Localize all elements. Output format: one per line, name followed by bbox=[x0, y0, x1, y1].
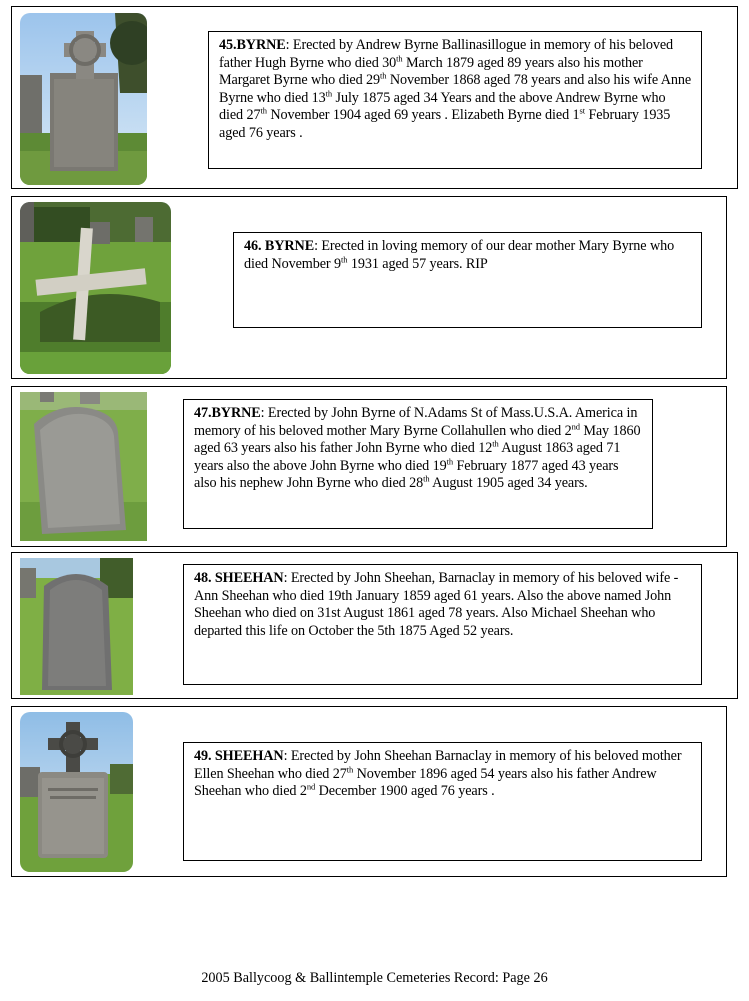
entry-45 bbox=[11, 6, 738, 189]
inscription-segment: : Erected by John Sheehan Barnaclay in memory of his beloved mother Ellen Sheehan who died 27 bbox=[194, 748, 682, 782]
photo-45 bbox=[20, 13, 147, 185]
photo-47 bbox=[20, 392, 147, 541]
inscription-segment: August 1905 aged 34 years. bbox=[429, 475, 588, 491]
inscription-segment: February 1935 aged 76 years . bbox=[219, 107, 671, 141]
inscription-47 bbox=[183, 399, 653, 529]
cross-topped-headstone-photo bbox=[20, 712, 133, 872]
entry-surname: BYRNE bbox=[236, 37, 286, 53]
inscription-segment: August 1863 aged 71 years also the above John Byrne who died 19 bbox=[194, 440, 621, 474]
ordinal-suffix: th bbox=[380, 70, 387, 81]
entry-surname: SHEEHAN bbox=[214, 570, 284, 586]
entry-surname: BYRNE bbox=[211, 405, 261, 421]
inscription-segment: : Erected in loving memory of our dear mother Mary Byrne who died November 9 bbox=[244, 238, 675, 272]
entry-49 bbox=[11, 706, 727, 877]
entry-number: 45. bbox=[219, 37, 237, 53]
ordinal-suffix: th bbox=[492, 438, 499, 449]
inscription-segment: November 1896 aged 54 years also his father Andrew Sheehan who died 2 bbox=[194, 765, 657, 799]
photo-49 bbox=[20, 712, 133, 872]
rounded-headstone-photo bbox=[20, 392, 147, 541]
inscription-48 bbox=[183, 564, 702, 685]
entry-47 bbox=[11, 386, 727, 547]
entry-surname: SHEEHAN bbox=[214, 748, 284, 764]
entry-number: 46. bbox=[244, 238, 262, 254]
ordinal-suffix: th bbox=[423, 473, 430, 484]
photo-48 bbox=[20, 558, 133, 695]
ordinal-suffix: st bbox=[579, 105, 586, 116]
inscription-segment: July 1875 aged 34 Years and the above Andrew Byrne who died 27 bbox=[219, 89, 666, 123]
inscription-segment: March 1879 aged 89 years also his mother Margaret Byrne who died 29 bbox=[219, 54, 643, 88]
inscription-segment: December 1900 aged 76 years . bbox=[315, 783, 495, 799]
entry-48 bbox=[11, 552, 738, 699]
inscription-segment: February 1877 aged 43 years also his nephew John Byrne who died 28 bbox=[194, 457, 619, 491]
inscription-segment: November 1904 aged 69 years . Elizabeth Byrne died 1 bbox=[266, 107, 580, 123]
inscription-segment: : Erected by John Byrne of N.Adams St of Mass.U.S.A. America in memory of his beloved mother Mary Byrne Collahullen who died 2 bbox=[194, 405, 638, 439]
entry-surname: BYRNE bbox=[264, 238, 315, 254]
inscription-text bbox=[219, 37, 691, 141]
photo-46 bbox=[20, 202, 171, 374]
ordinal-suffix: th bbox=[341, 253, 348, 264]
ordinal-suffix: th bbox=[396, 52, 403, 63]
fallen-cross-photo bbox=[20, 202, 171, 374]
ordinal-suffix: th bbox=[346, 763, 354, 774]
tall-headstone-photo bbox=[20, 558, 133, 695]
inscription-45 bbox=[208, 31, 702, 169]
celtic-cross-headstone-photo bbox=[20, 13, 147, 185]
inscription-text bbox=[194, 405, 640, 491]
ordinal-suffix: nd bbox=[571, 420, 580, 431]
ordinal-suffix: th bbox=[325, 87, 333, 98]
page-footer: 2005 Ballycoog & Ballintemple Cemeteries Record: Page 26 bbox=[201, 970, 548, 986]
ordinal-suffix: th bbox=[260, 105, 267, 116]
inscription-segment: November 1868 aged 78 years and also his wife Anne Byrne who died 13 bbox=[219, 72, 692, 106]
inscription-46 bbox=[233, 232, 702, 328]
inscription-segment: : Erected by John Sheehan, Barnaclay in memory of his beloved wife - Ann Sheehan who died 19th January 1859 aged 61 years. Also the above named John Sheehan who died on 31st August 1861 aged 78 years. Also Michael Sheehan who departed this life on October the 5th 1875 Aged 52 years. bbox=[194, 570, 679, 639]
inscription-segment: May 1860 aged 63 years also his father John Byrne who died 12 bbox=[194, 422, 641, 456]
entry-number: 47. bbox=[194, 405, 212, 421]
entry-number: 48. bbox=[194, 570, 212, 586]
inscription-segment: 1931 aged 57 years. RIP bbox=[347, 255, 488, 272]
inscription-49 bbox=[183, 742, 702, 861]
ordinal-suffix: th bbox=[446, 455, 454, 466]
inscription-segment: : Erected by Andrew Byrne Ballinasillogue in memory of his beloved father Hugh Byrne who died 30 bbox=[219, 37, 674, 71]
entry-46 bbox=[11, 196, 727, 379]
entry-number: 49. bbox=[194, 748, 212, 764]
ordinal-suffix: nd bbox=[306, 781, 316, 792]
